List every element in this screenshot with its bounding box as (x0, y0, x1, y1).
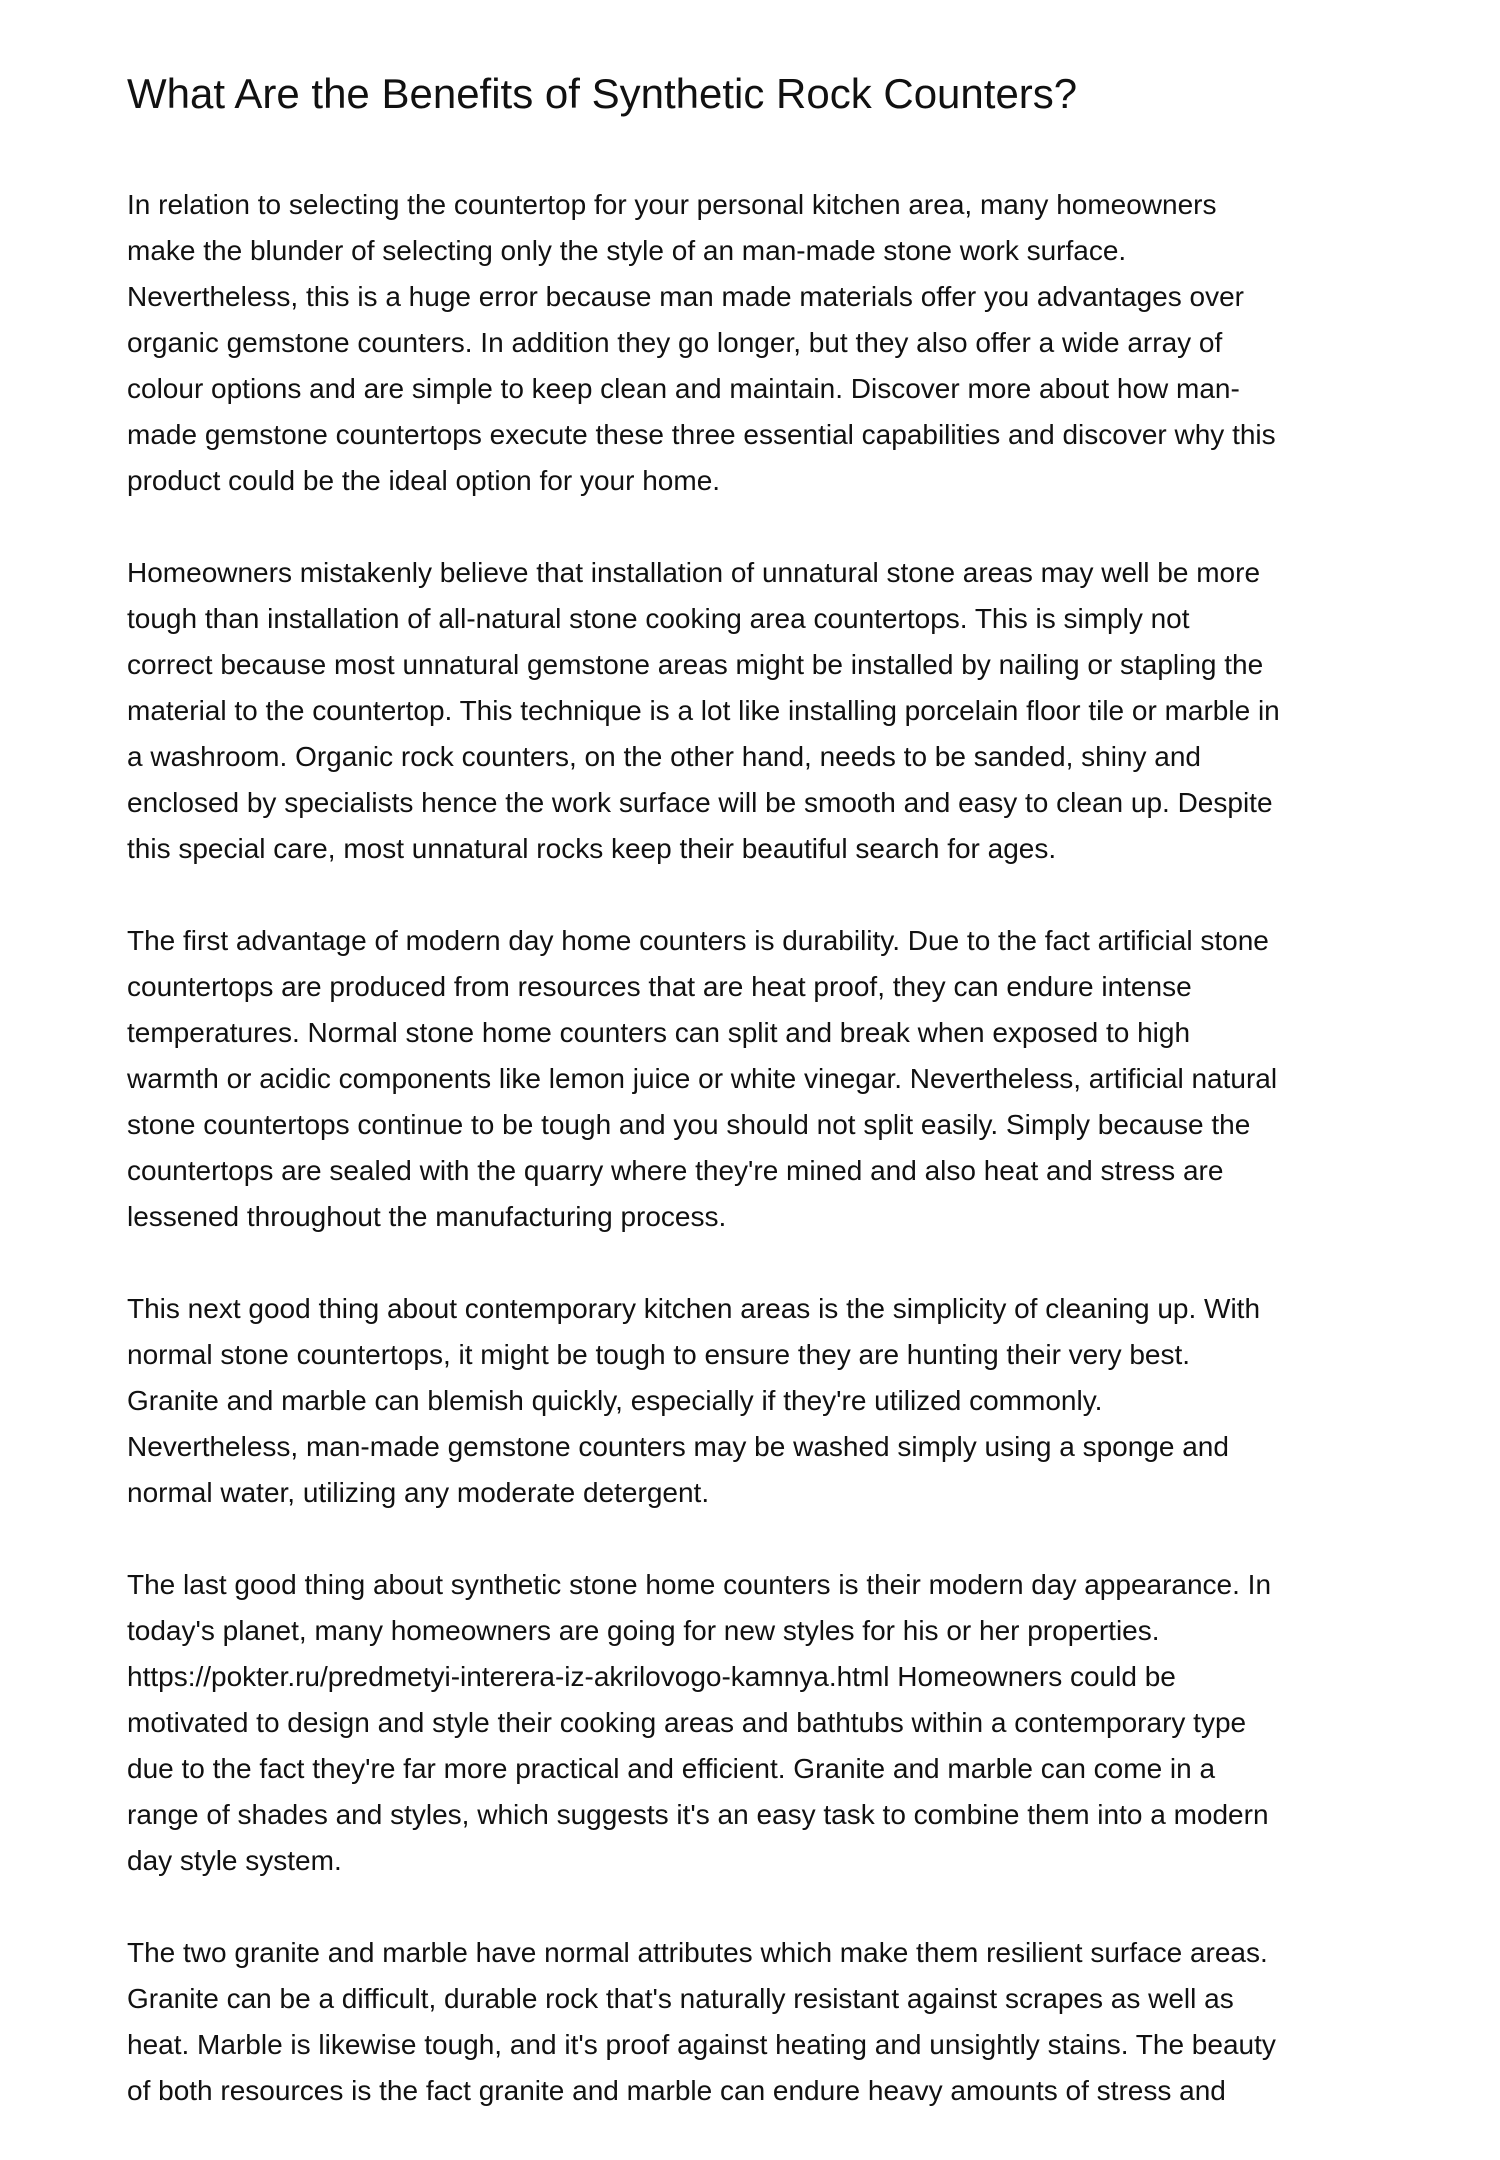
paragraph-installation: Homeowners mistakenly believe that installation of unnatural stone areas may well be more tough than installation of all-natural stone cooking area countertops. This is simply not correct because most unnatural gemstone areas might be installed by nailing or stapling the material to the countertop. This technique is a lot like installing porcelain floor tile or marble in a washroom. Organic rock counters, on the other hand, needs to be sanded, shiny and enclosed by specialists hence the work surface will be smooth and easy to clean up. Despite this special care, most unnatural rocks keep their beautiful search for ages. (127, 557, 1280, 864)
paragraph-durability: The first advantage of modern day home counters is durability. Due to the fact artificial stone countertops are produced from resources that are heat proof, they can endure intense temperatures. Normal stone home counters can split and break when exposed to high warmth or acidic components like lemon juice or white vinegar. Nevertheless, artificial natural stone countertops continue to be tough and you should not split easily. Simply because the countertops are sealed with the quarry where they're mined and also heat and stress are lessened throughout the manufacturing process. (127, 925, 1278, 1232)
paragraph-intro: In relation to selecting the countertop for your personal kitchen area, many homeowners make the blunder of selecting only the style of an man-made stone work surface. Nevertheless, this is a huge error because man made materials offer you advantages over organic gemstone counters. In addition they go longer, but they also offer a wide array of colour options and are simple to keep clean and maintain. Discover more about how man- made gemstone countertops execute these three essential capabilities and discover why this product could be the ideal option for your home. (127, 189, 1276, 496)
paragraph-cleaning: This next good thing about contemporary kitchen areas is the simplicity of cleaning up. With normal stone countertops, it might be tough to ensure they are hunting their very best. Granite and marble can blemish quickly, especially if they're utilized commonly. Nevertheless, man-made gemstone counters may be washed simply using a sponge and normal water, utilizing any moderate detergent. (127, 1293, 1261, 1508)
paragraph-appearance: The last good thing about synthetic stone home counters is their modern day appearance. In today's planet, many homeowners are going for new styles for his or her properties. https://pokter.ru/predmetyi-interera-iz-akrilovogo-kamnya.html Homeowners could be motivated to design and style their cooking areas and bathtubs within a contemporary type due to the fact they're far more practical and efficient. Granite and marble can come in a range of shades and styles, which suggests it's an easy task to combine them into a modern day style system. (127, 1569, 1272, 1876)
page-title: What Are the Benefits of Synthetic Rock Counters? (127, 70, 1078, 117)
document-page (127, 62, 1387, 2160)
paragraph-granite-marble: The two granite and marble have normal attributes which make them resilient surface areas. Granite can be a difficult, durable rock that's naturally resistant against scrapes as well as heat. Marble is likewise tough, and it's proof against heating and unsightly stains. The beauty of both resources is the fact granite and marble can endure heavy amounts of stress and (127, 1937, 1276, 2106)
article-body (127, 182, 1387, 2114)
